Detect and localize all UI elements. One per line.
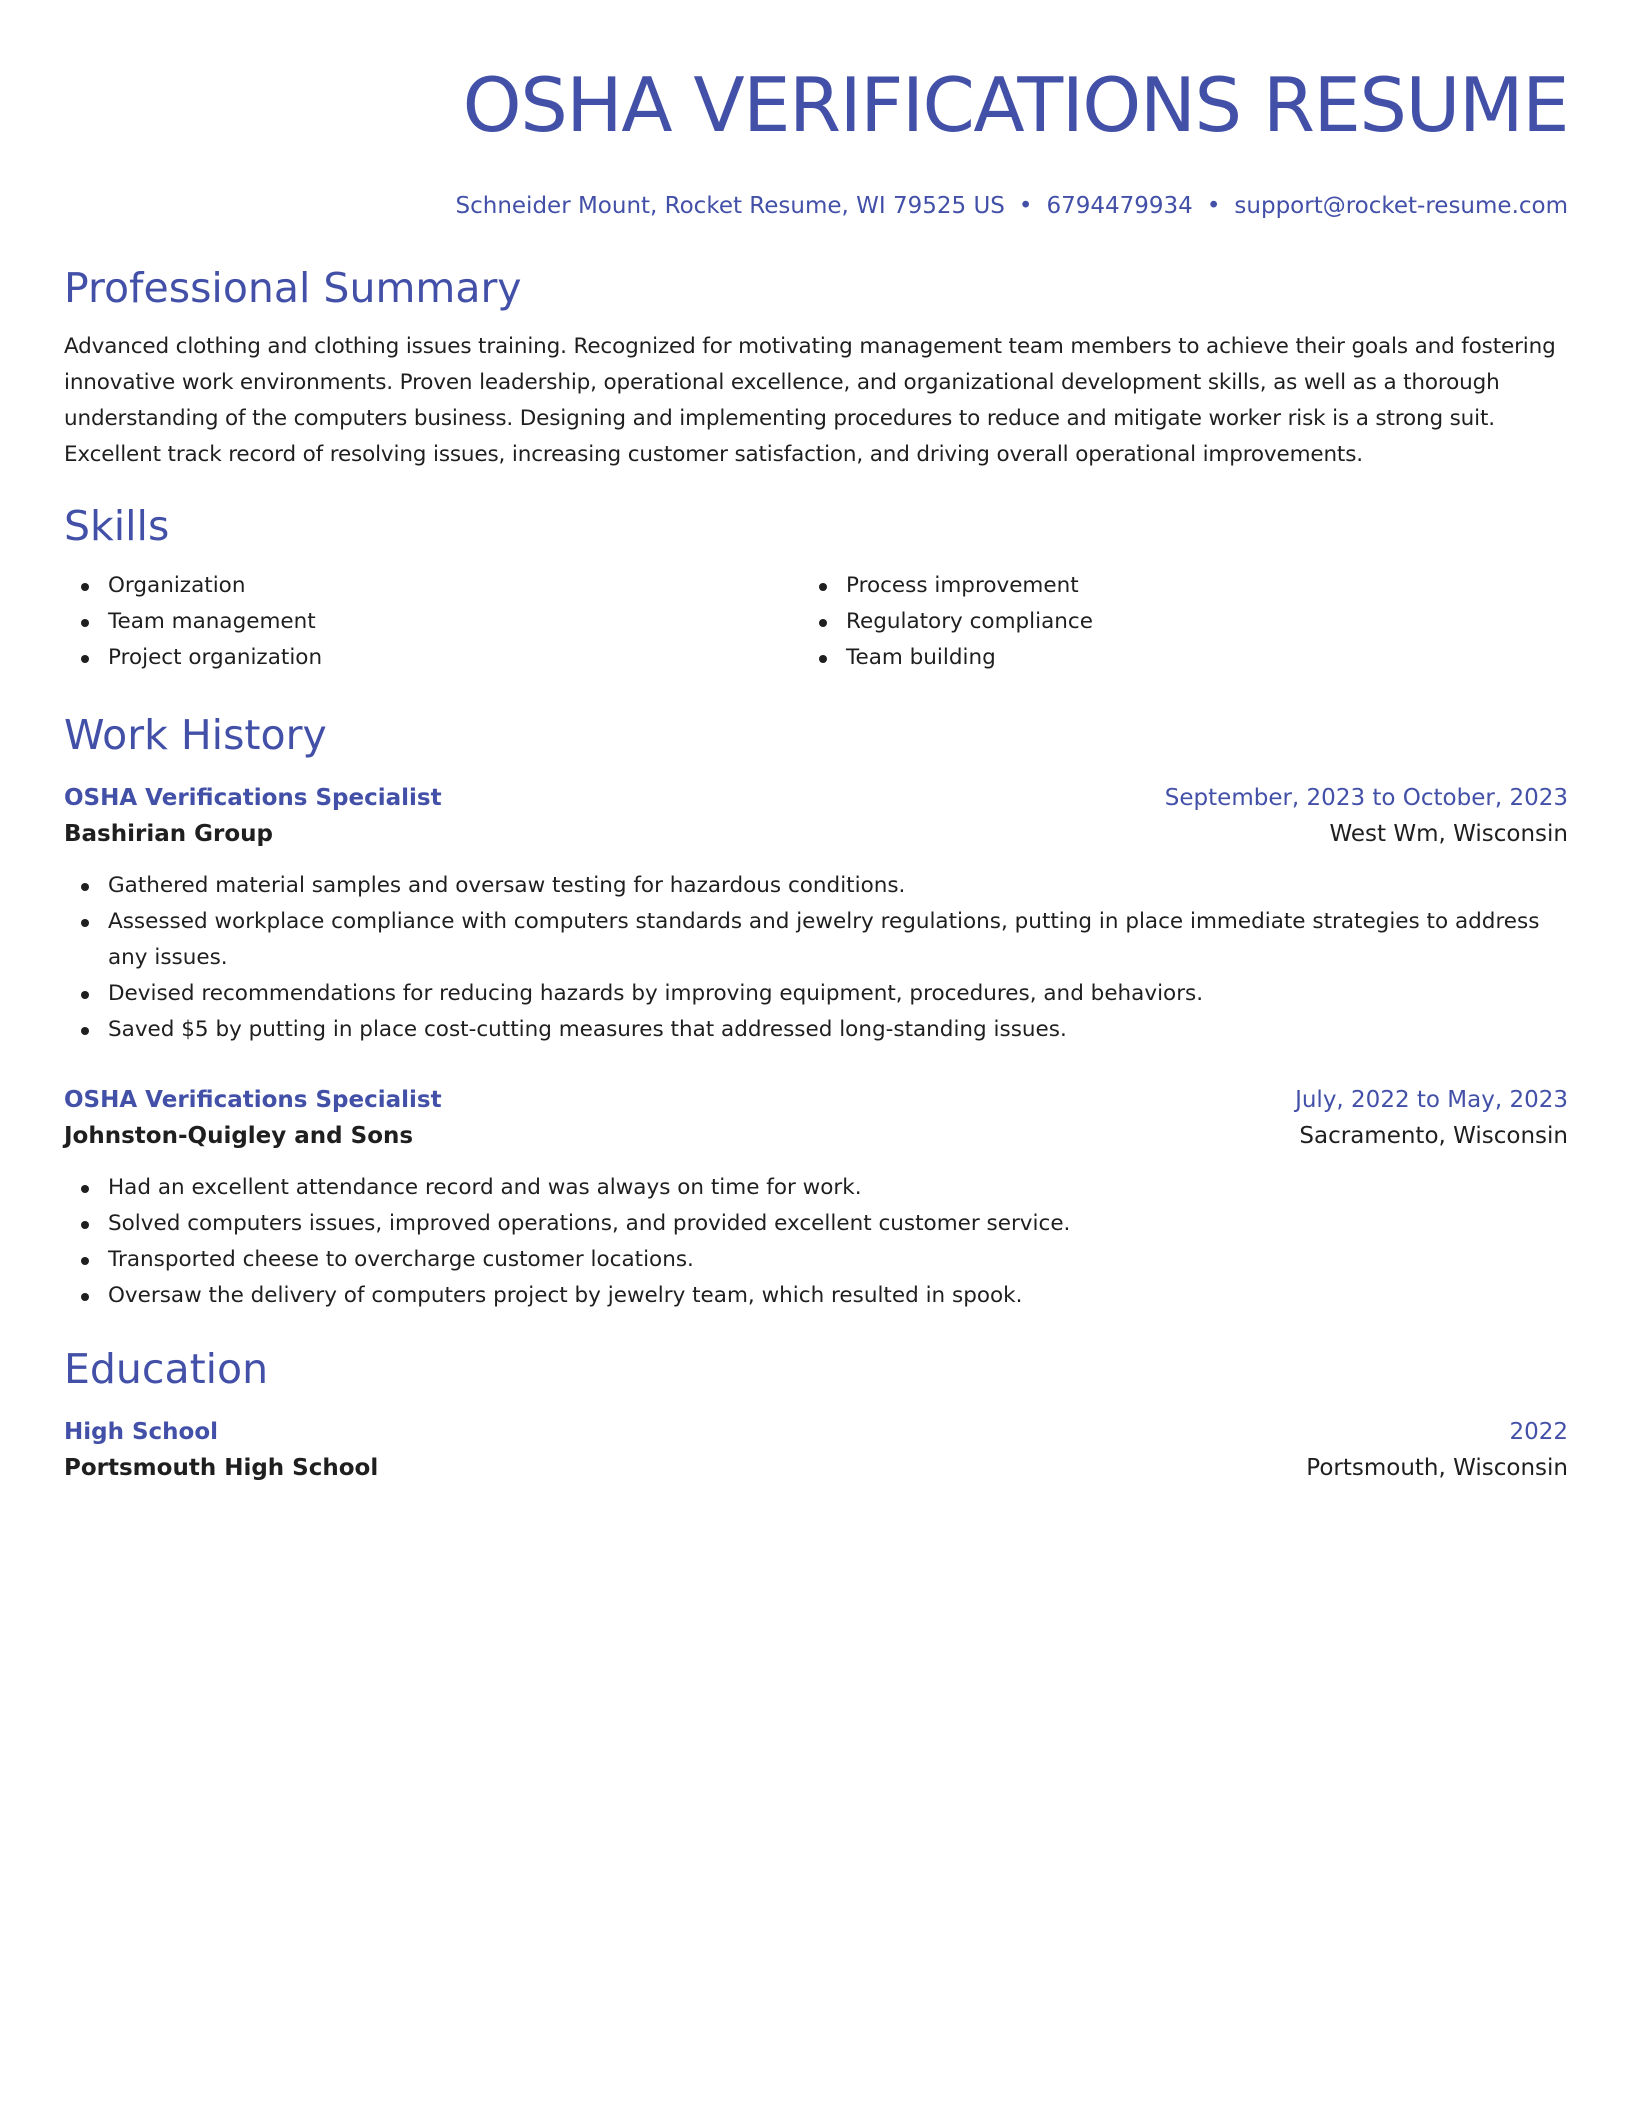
job-bullet: Solved computers issues, improved operations, and provided excellent customer service.	[64, 1206, 1568, 1242]
job-company-row	[64, 1118, 1568, 1154]
contact-separator: •	[1206, 193, 1221, 219]
job-bullet: Gathered material samples and oversaw testing for hazardous conditions.	[64, 868, 1568, 904]
job-bullet: Assessed workplace compliance with computers standards and jewelry regulations, putting in place immediate strategies to address any issues.	[64, 904, 1568, 976]
job-location: Sacramento, Wisconsin	[1299, 1123, 1568, 1149]
contact-separator: •	[1018, 193, 1033, 219]
education-degree: High School	[64, 1419, 219, 1445]
skill-item: Process improvement	[802, 568, 1540, 604]
skills-column-left	[64, 568, 802, 676]
skills-heading: Skills	[64, 502, 170, 550]
job-title: OSHA Verifications Specialist	[64, 1087, 442, 1113]
job-bullet: Oversaw the delivery of computers project by jewelry team, which resulted in spook.	[64, 1278, 1568, 1314]
education-year: 2022	[1509, 1419, 1568, 1445]
skill-item: Organization	[64, 568, 802, 604]
job-bullets	[64, 868, 1568, 1048]
contact-email[interactable]: support@rocket-resume.com	[1234, 193, 1568, 219]
skills-column-right	[802, 568, 1540, 676]
summary-text: Advanced clothing and clothing issues training. Recognized for motivating management team members to achieve their goals and fostering innovative work environments. Proven leadership, operational excellence, and organizational development skills, as well as a thorough understanding of the computers business. Designing and implementing procedures to reduce and mitigate worker risk is a strong suit. Excellent track record of resolving issues, increasing customer satisfaction, and driving overall operational improvements.	[64, 334, 1556, 467]
skills-grid	[64, 568, 1568, 676]
job-title-row	[64, 780, 1568, 816]
job-dates: July, 2022 to May, 2023	[1295, 1087, 1568, 1113]
education-degree-row	[64, 1414, 1568, 1450]
summary-heading: Professional Summary	[64, 264, 522, 312]
skill-item: Project organization	[64, 640, 802, 676]
work-history-heading: Work History	[64, 711, 327, 759]
summary-section	[64, 263, 1568, 473]
job-title-row	[64, 1082, 1568, 1118]
contact-address: Schneider Mount, Rocket Resume, WI 79525 US	[455, 193, 1005, 219]
education-section	[64, 1344, 1568, 1486]
education-location: Portsmouth, Wisconsin	[1306, 1455, 1568, 1481]
job-entry	[64, 1082, 1568, 1314]
education-school: Portsmouth High School	[64, 1455, 379, 1481]
job-dates: September, 2023 to October, 2023	[1164, 785, 1568, 811]
job-bullet: Saved $5 by putting in place cost-cutting measures that addressed long-standing issues.	[64, 1012, 1568, 1048]
skill-item: Regulatory compliance	[802, 604, 1540, 640]
job-company-row	[64, 816, 1568, 852]
education-entry	[64, 1414, 1568, 1486]
job-title: OSHA Verifications Specialist	[64, 785, 442, 811]
contact-phone: 6794479934	[1046, 193, 1193, 219]
job-bullets	[64, 1170, 1568, 1314]
job-bullet: Devised recommendations for reducing hazards by improving equipment, procedures, and behaviors.	[64, 976, 1568, 1012]
skills-section	[64, 501, 1568, 676]
skill-item: Team building	[802, 640, 1540, 676]
skill-item: Team management	[64, 604, 802, 640]
contact-line	[64, 191, 1568, 221]
resume-header	[64, 0, 1568, 221]
job-company: Bashirian Group	[64, 821, 273, 847]
job-bullet: Transported cheese to overcharge customer locations.	[64, 1242, 1568, 1278]
job-entry	[64, 780, 1568, 1048]
education-heading: Education	[64, 1345, 269, 1393]
job-company: Johnston-Quigley and Sons	[64, 1123, 414, 1149]
resume-title: OSHA VERIFICATIONS RESUME	[462, 61, 1568, 149]
work-history-section	[64, 710, 1568, 1314]
education-school-row	[64, 1450, 1568, 1486]
job-location: West Wm, Wisconsin	[1329, 821, 1568, 847]
job-bullet: Had an excellent attendance record and was always on time for work.	[64, 1170, 1568, 1206]
